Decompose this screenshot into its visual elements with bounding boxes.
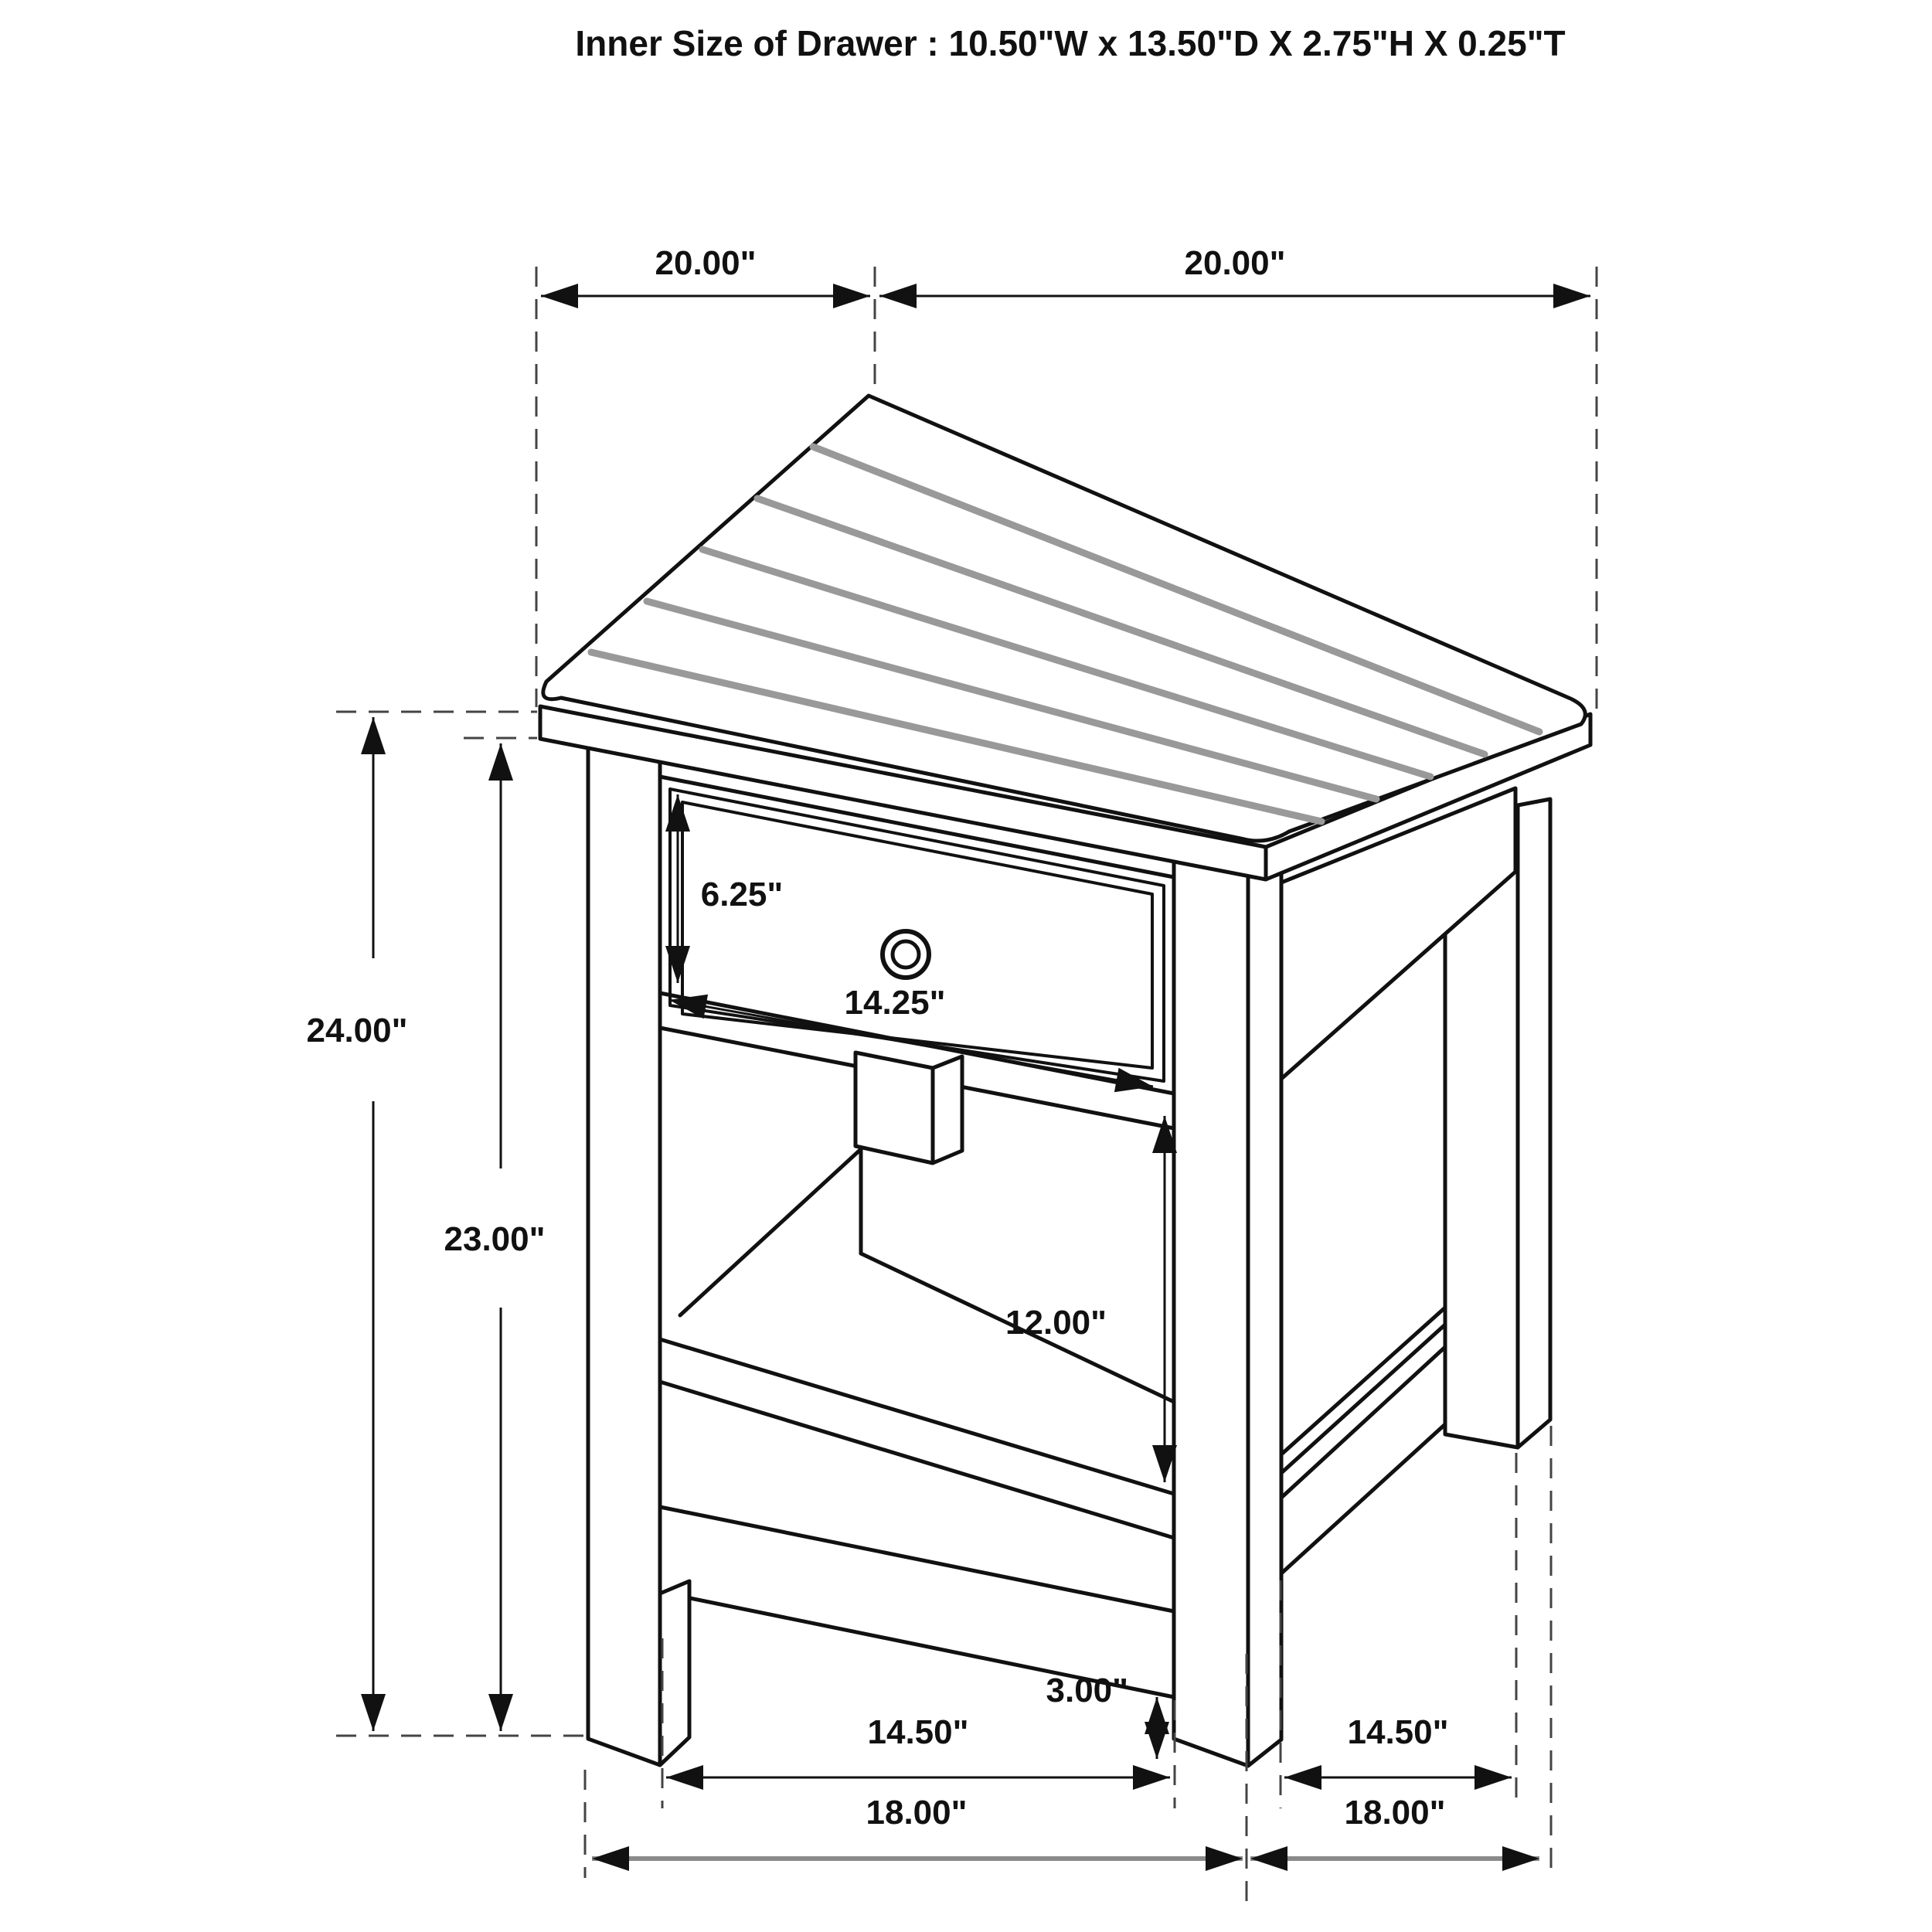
front-right-leg — [1174, 860, 1248, 1766]
table-drawing — [540, 396, 1590, 1766]
page-title: Inner Size of Drawer : 10.50"W x 13.50"D X 2.75"H X 0.25"T — [575, 23, 1566, 63]
front-right-leg-side — [1248, 868, 1281, 1766]
dim-label-drawer-height: 6.25" — [700, 876, 784, 913]
interior-shelf-left-edge — [680, 1149, 861, 1315]
rear-right-leg-side — [1518, 799, 1550, 1447]
dim-label-undertop-height: 23.00" — [444, 1220, 546, 1258]
front-stretcher — [660, 1507, 1174, 1697]
dim-label-shelf-clearance: 12.00" — [1005, 1304, 1107, 1342]
dim-label-top-width: 20.00" — [1184, 244, 1286, 282]
dim-label-drawer-width: 14.25" — [844, 984, 946, 1022]
front-left-leg-foot-side — [660, 1581, 689, 1765]
drawer-support-block-front — [855, 1053, 933, 1163]
dim-label-base-depth: 18.00" — [1344, 1794, 1446, 1832]
dim-label-stretcher-height: 3.00" — [1046, 1672, 1128, 1709]
dim-label-front-leg-spacing: 14.50" — [867, 1713, 969, 1751]
dim-label-overall-height: 24.00" — [306, 1012, 408, 1049]
dim-label-base-width: 18.00" — [866, 1794, 968, 1832]
shelf-front-band — [660, 1339, 1174, 1538]
drawer-support-block-side — [933, 1056, 962, 1163]
front-left-leg — [588, 747, 660, 1765]
dim-label-side-leg-spacing: 14.50" — [1347, 1713, 1449, 1751]
dim-label-top-depth: 20.00" — [655, 244, 757, 282]
